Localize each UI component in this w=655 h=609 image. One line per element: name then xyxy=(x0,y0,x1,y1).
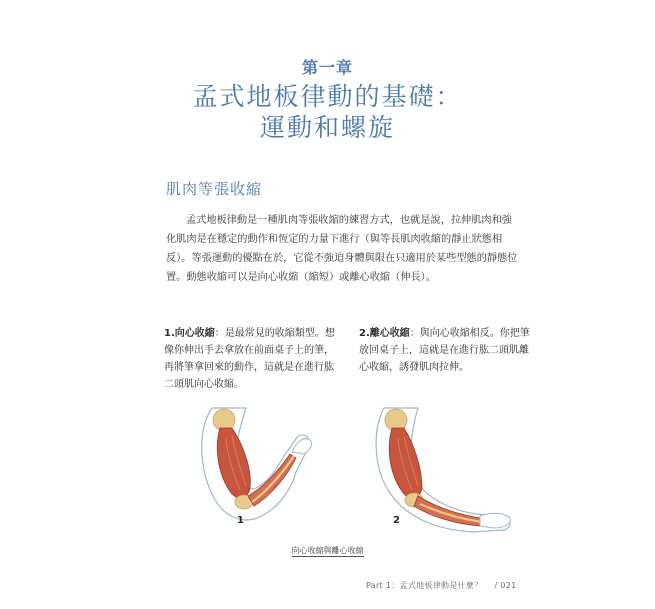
item-head: 2.離心收縮 xyxy=(359,328,410,339)
list-item-eccentric xyxy=(359,325,537,376)
item-text: ：是最常見的收縮類型。想像你伸出手去拿放在前面桌子上的筆，再將筆拿回來的動作，這就是在進行肱二頭肌向心收縮。 xyxy=(164,328,335,390)
figure-caption xyxy=(0,545,655,556)
list-item-concentric xyxy=(164,325,342,393)
arm-concentric-svg xyxy=(184,398,350,538)
arm-illustration-eccentric xyxy=(364,398,530,538)
chapter-title-line1: 孟式地板律動的基礎： xyxy=(192,82,463,111)
arm-illustration-concentric xyxy=(184,398,350,538)
chapter-title-line2: 運動和螺旋 xyxy=(259,113,395,142)
chapter-label: 第一章 xyxy=(301,58,353,77)
item-text: ：與向心收縮相反。你把筆放回桌子上，這就是在進行肱二頭肌離心收縮，誘發肌肉拉伸。 xyxy=(359,328,530,373)
intro-text: 孟式地板律動是一種肌肉等張收縮的練習方式，也就是說，拉伸肌肉和強化肌肉是在穩定的動作和恆定的力量下進行（與等長肌肉收縮的靜止狀態相反）。等張運動的優點在於，它從不強迫身體與限在只適用於某些型態的靜態位置。動態收縮可以是向心收縮（縮短）或離心收縮（伸長）。 xyxy=(166,215,518,283)
page-footer xyxy=(366,580,517,591)
section-heading: 肌肉等張收縮 xyxy=(166,180,263,198)
footer-part-title: Part 1：孟式地板律動是什麼？ xyxy=(366,581,483,590)
figure-number-1: 1 xyxy=(237,515,244,526)
intro-paragraph xyxy=(166,211,518,287)
figure-caption-text: 向心收縮與離心收縮 xyxy=(291,546,364,555)
page-number: / 021 xyxy=(494,581,517,590)
hand-outline xyxy=(480,513,510,528)
arm-eccentric-svg xyxy=(364,398,530,538)
figure-number-2: 2 xyxy=(393,515,400,526)
item-head: 1.向心收縮 xyxy=(164,328,215,339)
